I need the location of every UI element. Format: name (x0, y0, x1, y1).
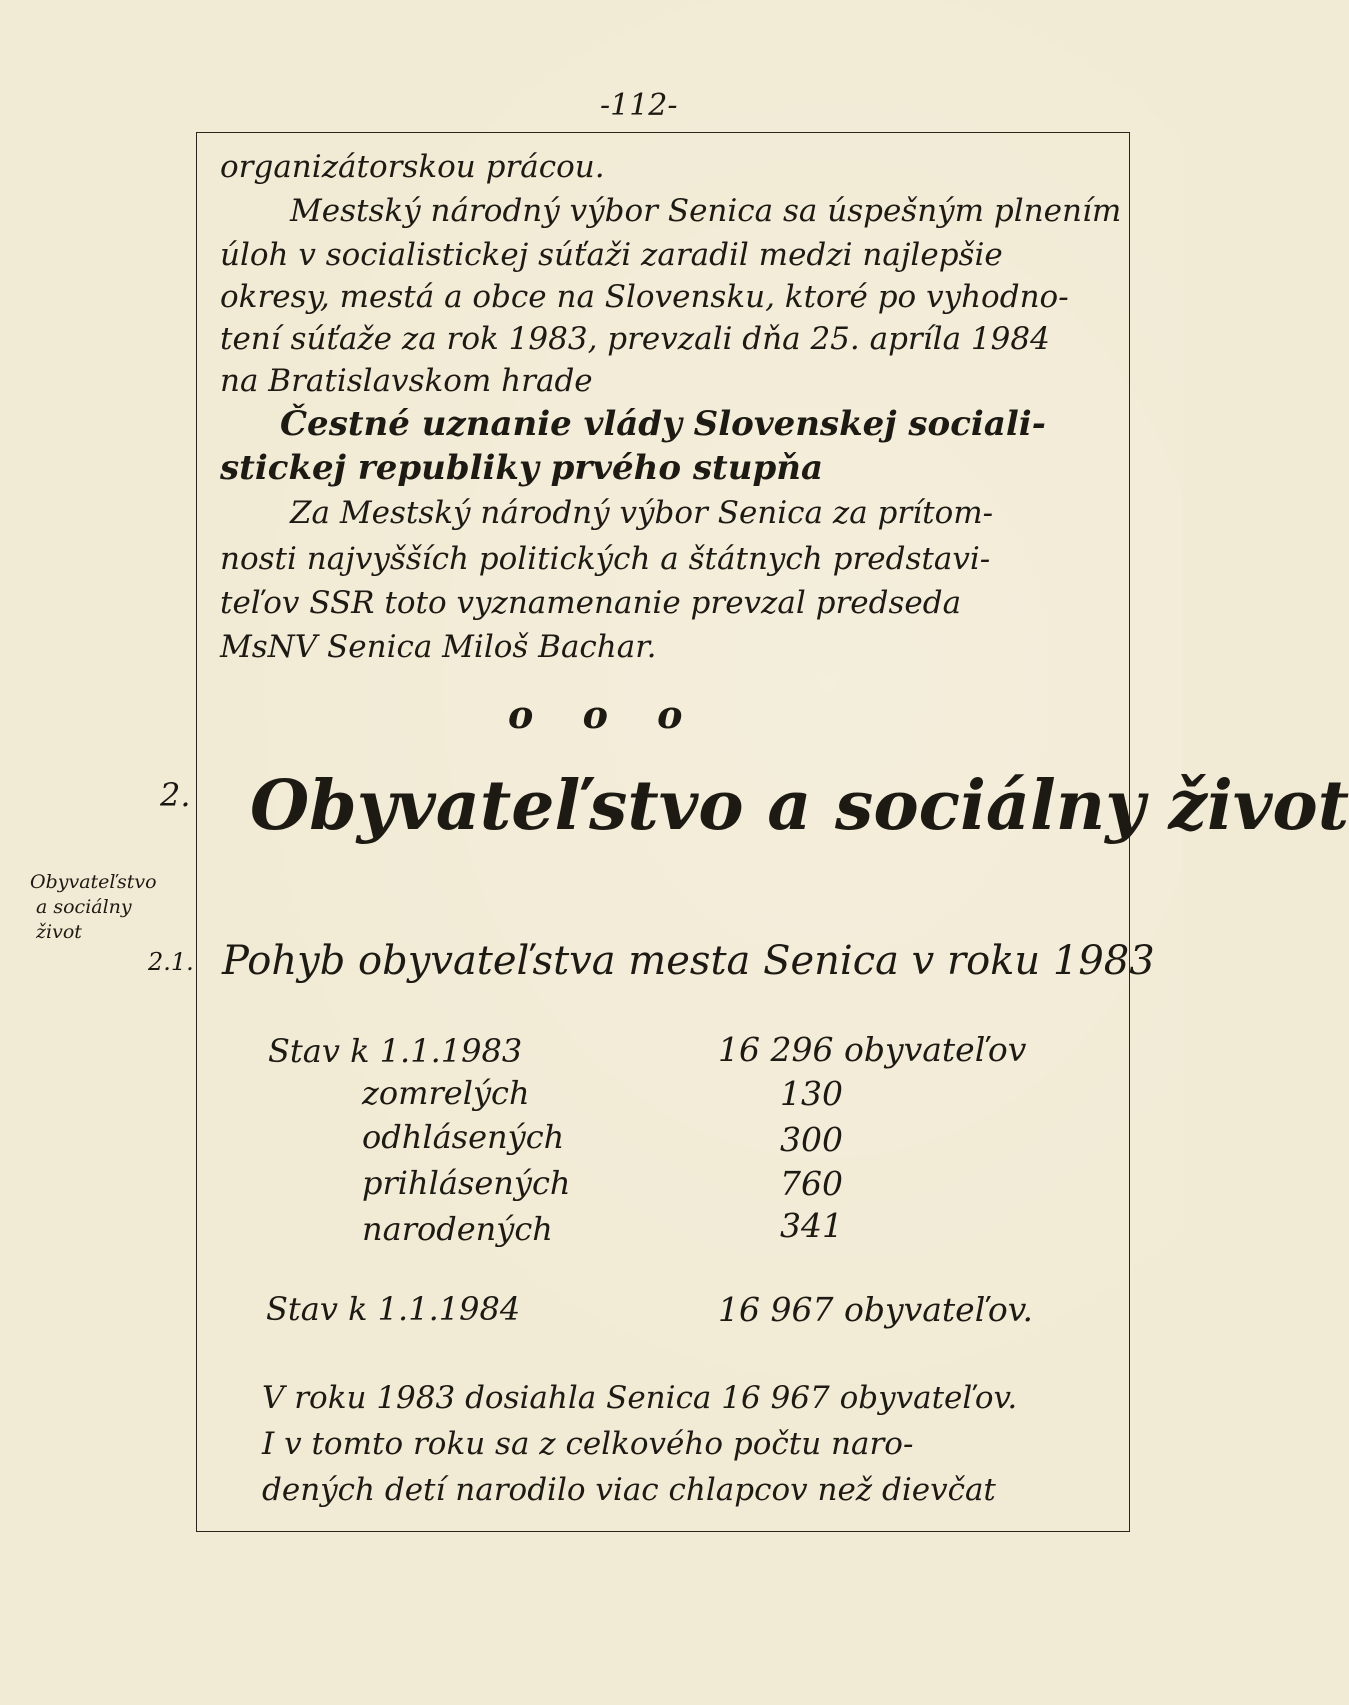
stat-row-label: narodených (362, 1210, 553, 1248)
stat-row-value: 341 (780, 1206, 843, 1245)
intro-line: úloh v socialistickej súťaži zaradil medzi najlepšie (220, 237, 1003, 273)
stat-row-value: 760 (780, 1164, 843, 1203)
page-number: -112- (600, 88, 678, 123)
closing-line: dených detí narodilo viac chlapcov než dievčat (262, 1472, 996, 1508)
stat-start-value: 16 296 obyvateľov (718, 1030, 1027, 1069)
stat-row-value: 130 (780, 1074, 843, 1113)
stat-row-value: 300 (780, 1120, 843, 1159)
section-title: Obyvateľstvo a sociálny život (250, 766, 1349, 846)
closing-line: I v tomto roku sa z celkového počtu naro- (262, 1426, 914, 1462)
intro-line: organizátorskou prácou. (220, 149, 605, 185)
award-line: Za Mestský národný výbor Senica za prítom- (290, 495, 994, 531)
award-title-line: Čestné uznanie vlády Slovenskej sociali- (280, 404, 1046, 444)
subsection-number: 2.1. (148, 948, 194, 976)
margin-note-line: život (36, 921, 82, 943)
intro-line: okresy, mestá a obce na Slovensku, ktoré po vyhodno- (220, 279, 1069, 315)
award-line: MsNV Senica Miloš Bachar. (220, 629, 657, 665)
stat-row-label: odhlásených (362, 1118, 565, 1156)
stat-end-value: 16 967 obyvateľov. (718, 1290, 1033, 1329)
award-line: teľov SSR toto vyznamenanie prevzal predseda (220, 585, 962, 621)
intro-line: Mestský národný výbor Senica sa úspešným plnením (290, 193, 1122, 229)
stat-row-label: zomrelých (362, 1074, 530, 1112)
closing-line: V roku 1983 dosiahla Senica 16 967 obyvateľov. (262, 1380, 1018, 1416)
award-title-line: stickej republiky prvého stupňa (220, 448, 823, 488)
stat-row-label: prihlásených (362, 1164, 571, 1202)
intro-line: tení súťaže za rok 1983, prevzali dňa 25. apríla 1984 (220, 321, 1050, 357)
margin-note-line: a sociálny (36, 896, 132, 918)
margin-note (30, 870, 180, 945)
subsection-title: Pohyb obyvateľstva mesta Senica v roku 1983 (222, 938, 1155, 984)
stat-start-label: Stav k 1.1.1983 (268, 1032, 523, 1070)
section-number: 2. (160, 776, 191, 814)
award-line: nosti najvyšších politických a štátnych predstavi- (220, 541, 991, 577)
margin-note-line: Obyvateľstvo (30, 871, 157, 893)
intro-line: na Bratislavskom hrade (220, 363, 593, 399)
stat-end-label: Stav k 1.1.1984 (266, 1290, 521, 1328)
ornament-divider: o o o (508, 692, 701, 737)
